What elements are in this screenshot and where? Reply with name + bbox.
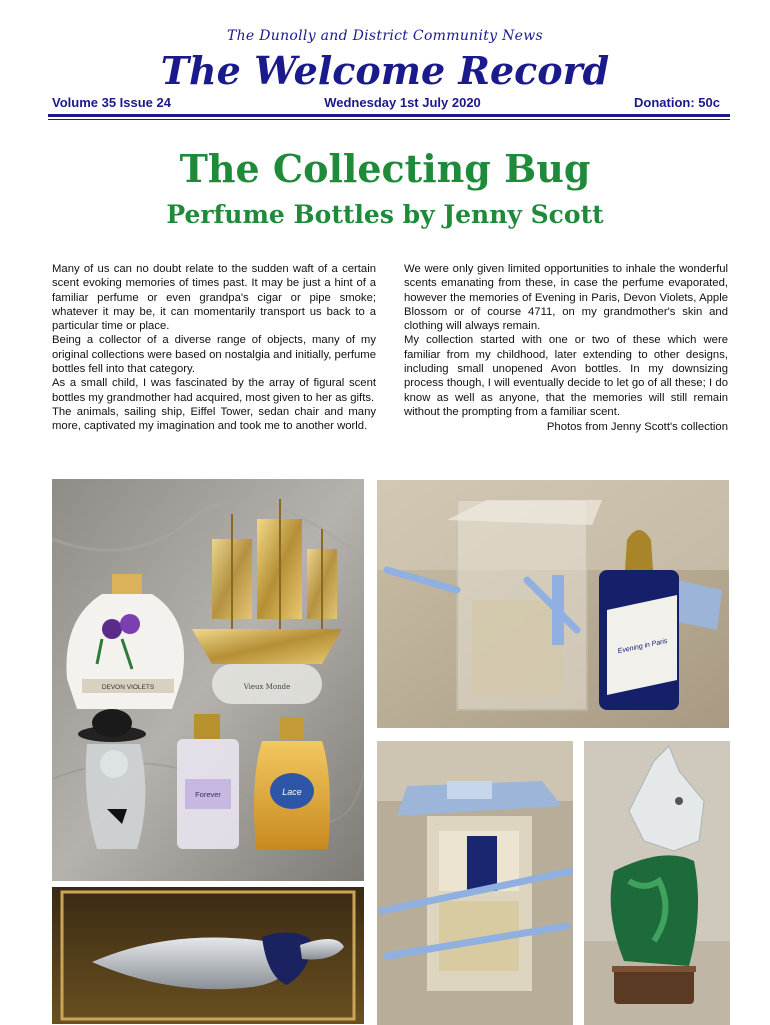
paragraph: Being a collector of a diverse range of objects, many of my original collections were based on nostalgia and initially, perfume bottles fell into that category. — [52, 334, 376, 376]
photo-sedan-chair-closed — [377, 741, 573, 1025]
paragraph: As a small child, I was fascinated by the array of figural scent bottles my grandmother had acquired, most given to her as gifts. — [52, 377, 376, 404]
devon-violets-label: DEVON VIOLETS — [101, 684, 155, 691]
article-subheadline: Perfume Bottles by Jenny Scott — [166, 200, 604, 229]
photo-sedan-chair-open — [377, 480, 729, 728]
paragraph: Many of us can no doubt relate to the sudden waft of a certain scent evoking memories of times past. It may be just a hint of a familiar perfume or even grandpa's cigar or pipe smoke; whatever it may be, it can momentarily transport us back to a particular time or place. — [52, 263, 376, 333]
photo-bird-bottle — [52, 887, 364, 1024]
paragraph: My collection started with one or two of these which were familiar from my childhood, later extending to other designs, including small unopened Avon bottles. In my downsizing process though, I will eventually decide to let go of all these; I do know as well as anyone, that the memories will still remain without the prompting from a familiar scent. — [404, 334, 728, 418]
donation-price: Donation: 50c — [634, 95, 720, 110]
lace-label: Lace — [282, 787, 302, 797]
photo-credit: Photos from Jenny Scott's collection — [546, 421, 728, 434]
article-headline: The Collecting Bug — [179, 146, 591, 191]
masthead-title: The Welcome Record — [160, 48, 610, 93]
issue-date: Wednesday 1st July 2020 — [324, 95, 481, 110]
paragraph: We were only given limited opportunities to inhale the wonderful scents emanating from these, in case the perfume evaporated, however the memories of Evening in Paris, Devon Violets, Apple Blossom or of course 4711, on my grandmother's skin and clothing will always remain. — [404, 263, 728, 333]
article-column-left — [52, 262, 376, 434]
article-column-right — [404, 262, 728, 435]
evening-label: Evening in Paris — [617, 637, 669, 656]
issue-line — [52, 95, 720, 110]
forever-label: Forever — [195, 790, 221, 799]
paragraph: The animals, sailing ship, Eiffel Tower, sedan chair and many more, captivated my imagination and took me to another world. — [52, 405, 376, 433]
photo-glass-dog-bottle — [584, 741, 730, 1025]
masthead-supertitle: The Dunolly and District Community News — [226, 28, 544, 44]
volume-issue: Volume 35 Issue 24 — [52, 95, 171, 110]
masthead-rule-thick — [48, 114, 730, 117]
svg-text:Vieux Monde: Vieux Monde — [243, 683, 291, 691]
masthead-rule-thin — [48, 119, 730, 120]
photo-bottle-collection — [52, 479, 364, 881]
